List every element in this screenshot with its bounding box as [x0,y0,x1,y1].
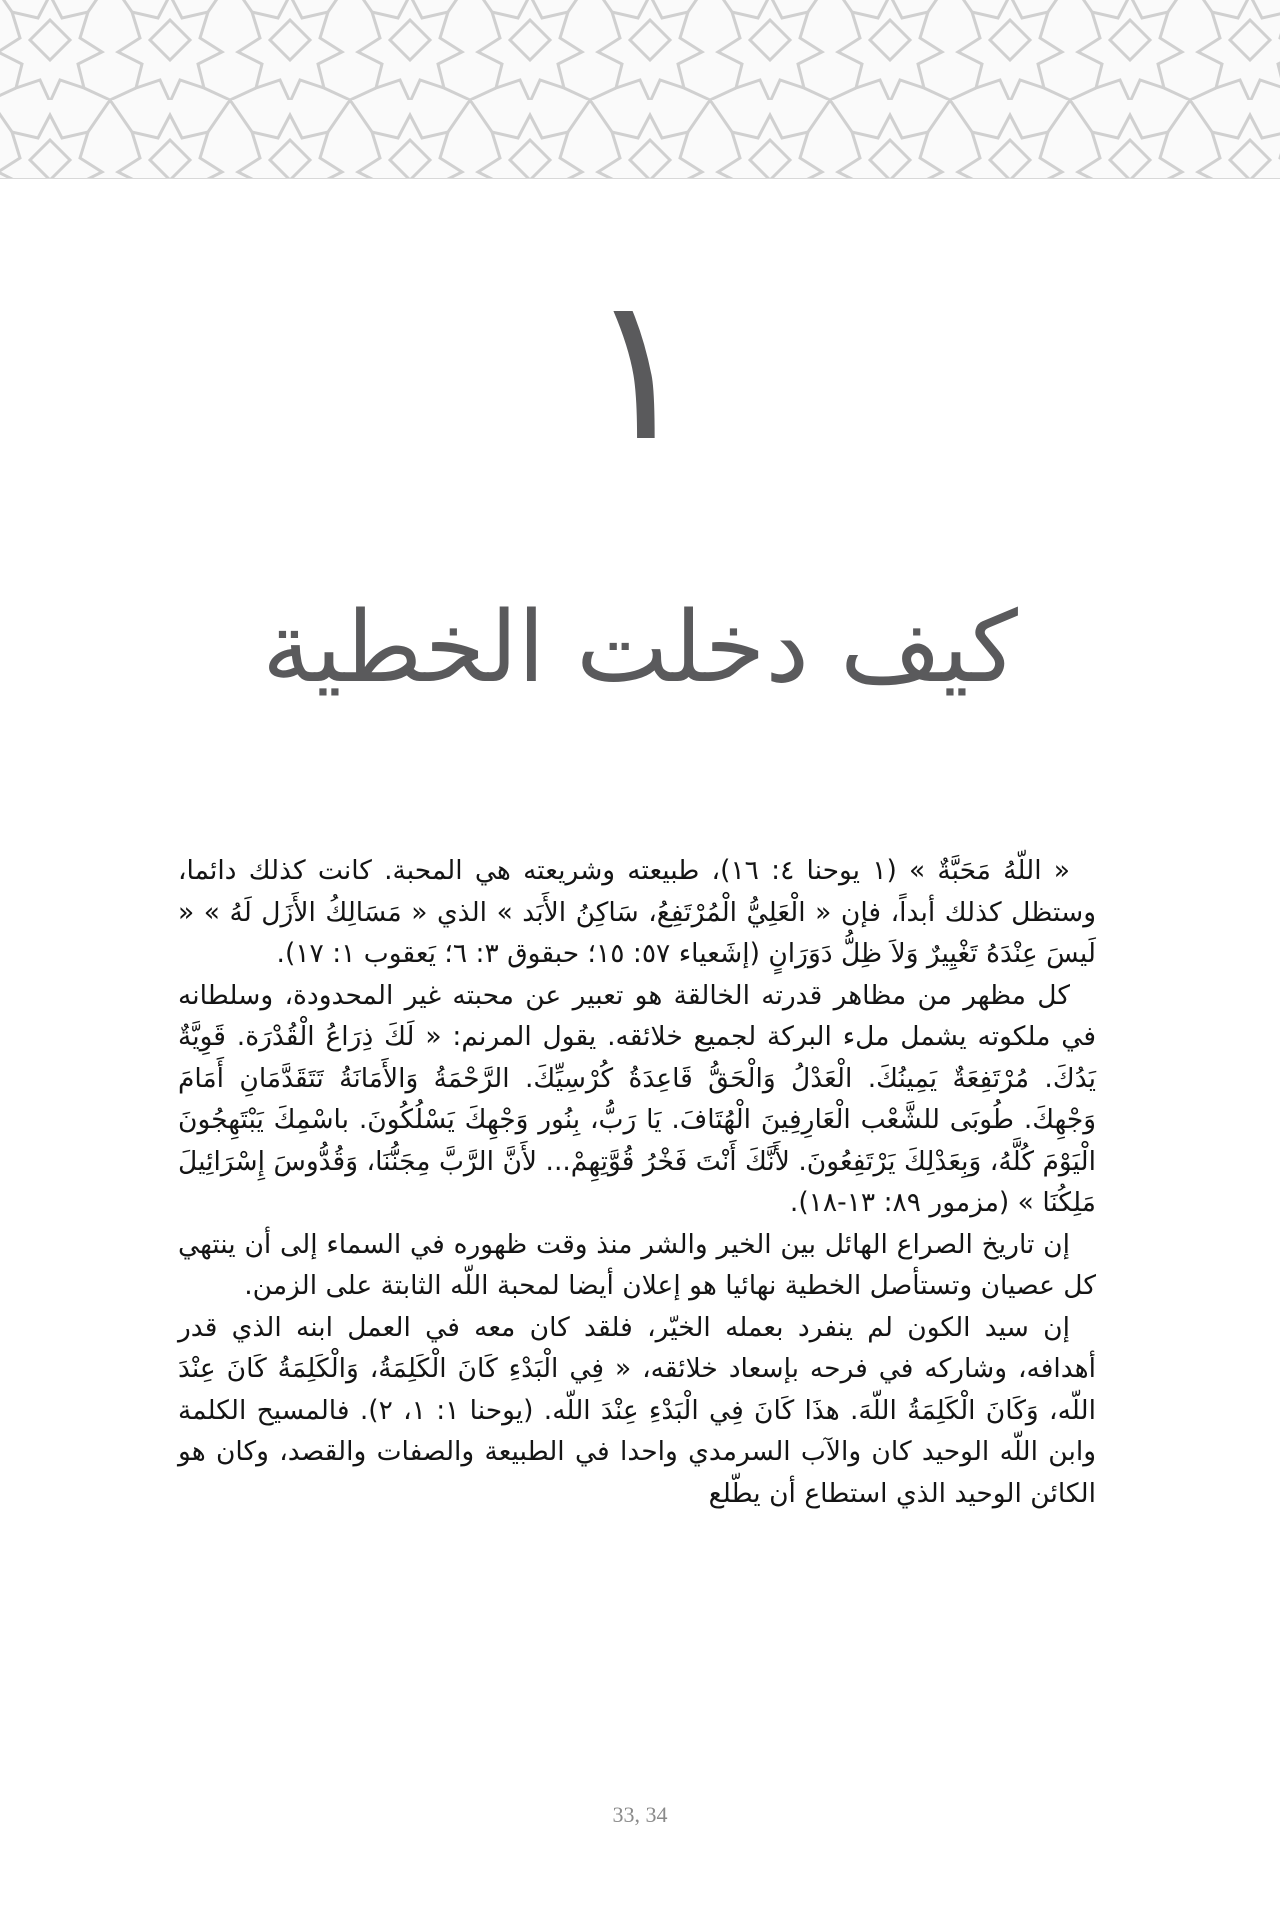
paragraph: إن سيد الكون لم ينفرد بعمله الخيّر، فلقد كان معه في العمل ابنه الذي قدر أهدافه، وشاركه في فرحه بإسعاد خلائقه، « فِي الْبَدْءِ كَانَ الْكَلِمَةُ، وَالْكَلِمَةُ كَانَ عِنْدَ اللّه، وَكَانَ الْكَلِمَةُ اللّهَ. هذَا كَانَ فِي الْبَدْءِ عِنْدَ اللّه. (يوحنا ١: ١، ٢). فالمسيح الكلمة وابن اللّه الوحيد كان والآب السرمدي واحدا في الطبيعة والصفات والقصد، وكان هو الكائن الوحيد الذي استطاع أن يطّلع [178,1311,1096,1509]
paragraph: إن تاريخ الصراع الهائل بين الخير والشر منذ وقت ظهوره في السماء إلى أن ينتهي كل عصيان وتستأصل الخطية نهائيا هو إعلان أيضا لمحبة اللّه الثابتة على الزمن. [178,1228,1096,1301]
chapter-title: كيف دخلت الخطية [262,591,1018,705]
decorative-pattern-header [0,0,1280,179]
page-number: 33, 34 [612,1802,668,1827]
body-text [178,850,1096,1514]
paragraph: كل مظهر من مظاهر قدرته الخالقة هو تعبير عن محبته غير المحدودة، وسلطانه في ملكوته يشمل ملء البركة لجميع خلائقه. يقول المرنم: « لَكَ ذِرَاعُ الْقُدْرَة. قَوِيَّةٌ يَدُكَ. مُرْتَفِعَةٌ يَمِينُكَ. الْعَدْلُ وَالْحَقُّ قَاعِدَةُ كُرْسِيِّكَ. الرَّحْمَةُ وَالأَمَانَةُ تَتَقَدَّمَانِ أَمَامَ وَجْهِكَ. طُوبَى للشَّعْب الْعَارِفِينَ الْهُتَافَ. يَا رَبُّ، بِنُور وَجْهِكَ يَسْلُكُونَ. باسْمِكَ يَبْتَهِجُونَ الْيَوْمَ كُلَّهُ، وَبِعَدْلِكَ يَرْتَفِعُونَ. لأَنَّكَ أَنْتَ فَخْرُ قُوَّتِهِمْ... لأَنَّ الرَّبَّ مِجَنُّنَا، وَقُدُّوسَ إِسْرَائِيلَ مَلِكُنَا » (مزمور ٨٩: ١٣-١٨). [178,979,1096,1218]
chapter-number: ١ [586,253,694,486]
paragraph: « اللّهُ مَحَبَّةٌ » (١ يوحنا ٤: ١٦)، طبيعته وشريعته هي المحبة. كانت كذلك دائما، وستظل كذلك أبداً، فإن « الْعَلِيُّ الْمُرْتَفِعُ، سَاكِنُ الأَبَد » الذي « مَسَالِكُ الأَزَل لَهُ » « لَيسَ عِنْدَهُ تَغْيِيرٌ وَلاَ ظِلُّ دَوَرَانٍ (إشَعياء ٥٧: ١٥؛ حبقوق ٣: ٦؛ يَعقوب ١: ١٧). [178,855,1096,969]
